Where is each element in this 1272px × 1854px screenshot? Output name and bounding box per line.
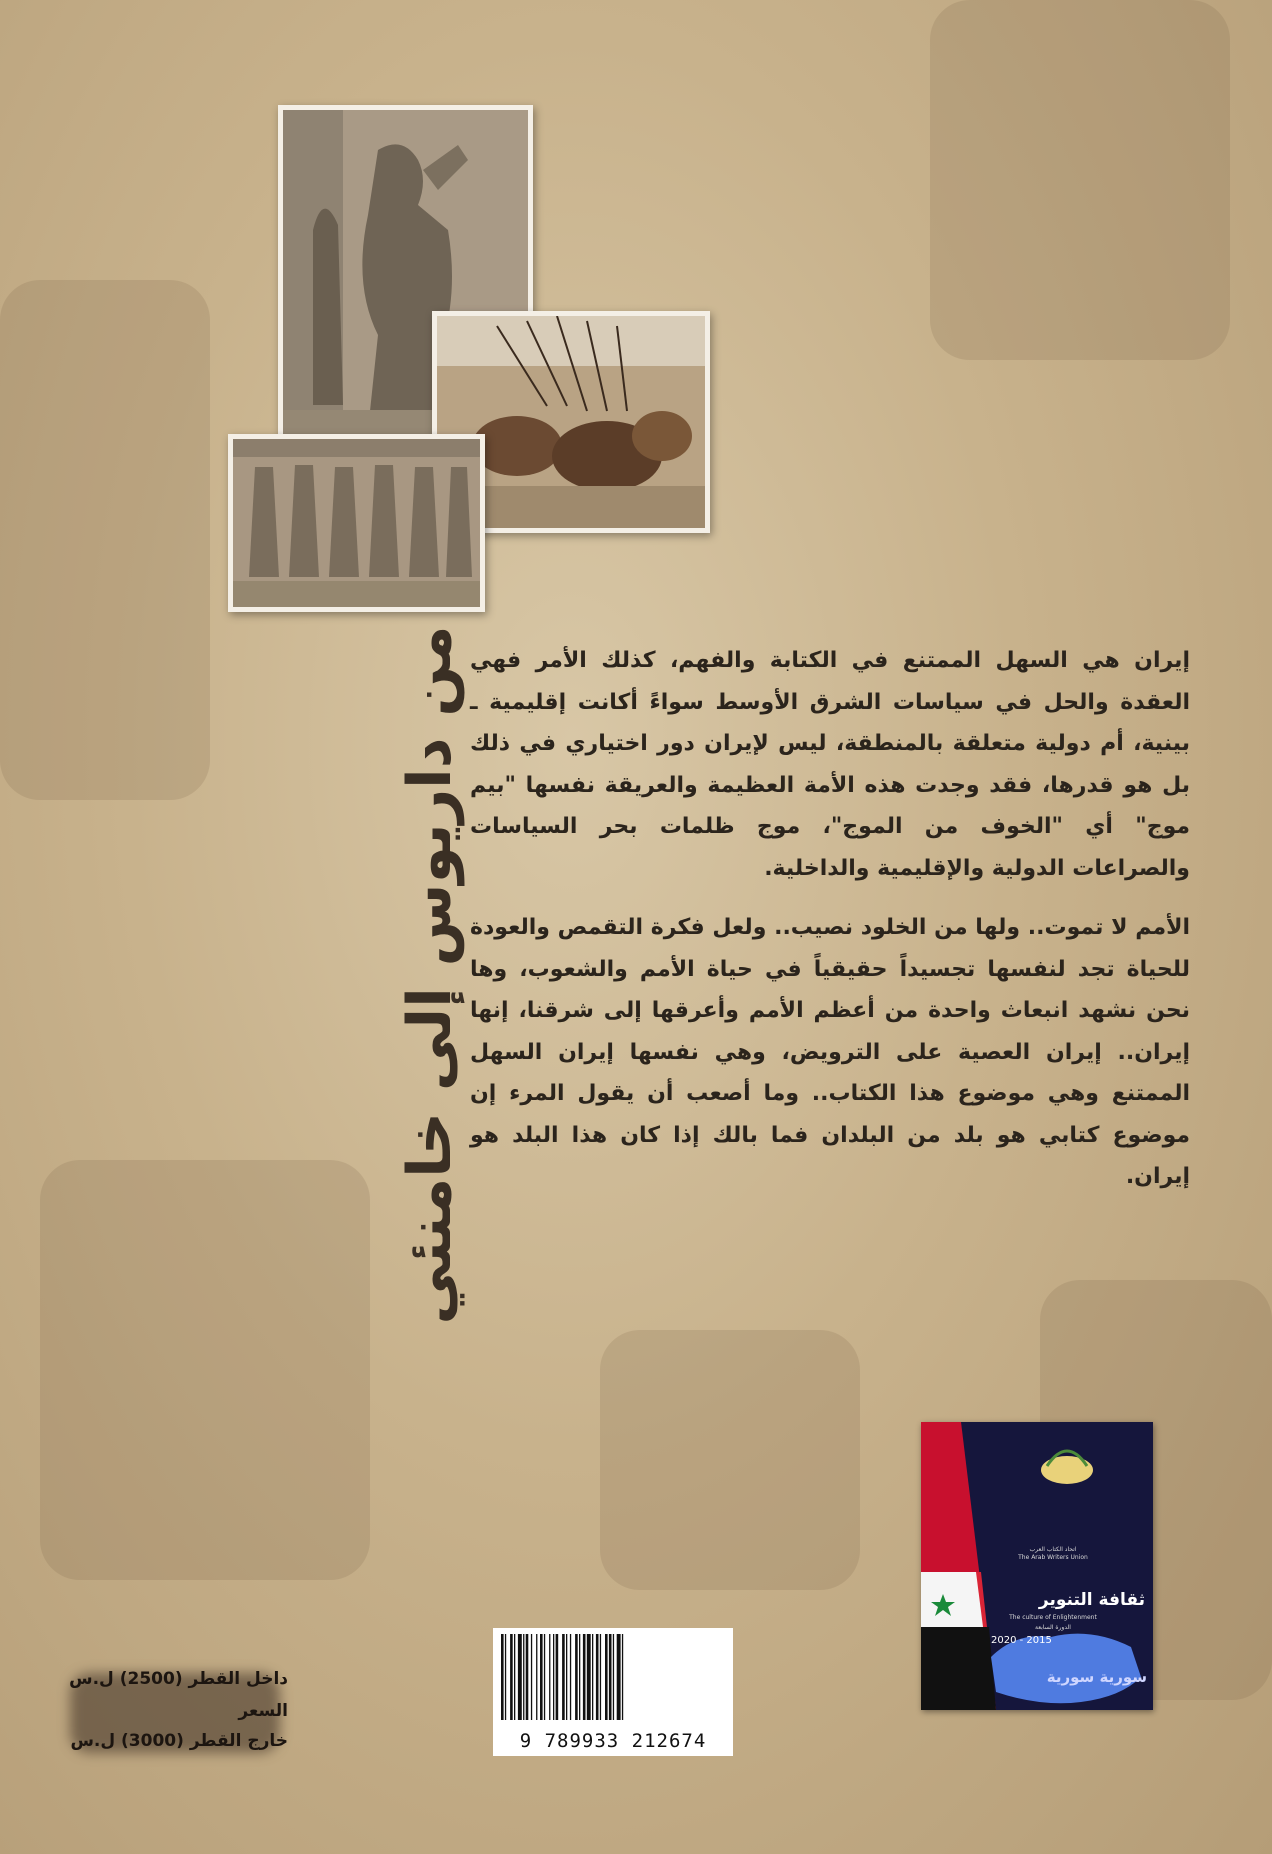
isbn-barcode [493,1628,733,1756]
barcode-bar [536,1634,537,1720]
barcode-bar [540,1634,543,1720]
barcode-bar [596,1634,599,1720]
background-shadow [930,0,1230,360]
barcode-bar [579,1634,580,1720]
series-years: 2020 - 2015 [991,1635,1052,1646]
org-name-ar: اتحاد الكتاب العرب [1029,1546,1077,1553]
barcode-bar [549,1634,550,1720]
barcode-bar [566,1634,567,1720]
series-title: ثقافة التنوير [1038,1590,1145,1610]
blurb-paragraph-1: إيران هي السهل الممتنع في الكتابة والفهم، كذلك الأمر فهي العقدة والحل في سياسات الشرق الأوسط سواءً أكانت إقليمية ـ بينية، أم دولية متعلقة بالمنطقة، ليس لإيران دور اختياري في ذلك بل هو قدرها، فقد وجدت هذه الأمة العظيمة والعريقة نفسها "بيم موج" أي "الخوف من الموج"، موج ظلمات بحر السياسات والصراعات الدولية والإقليمية والداخلية. [470,648,1190,881]
barcode-bar [575,1634,578,1720]
barcode-bar [556,1634,559,1720]
barcode-bar [583,1634,586,1720]
barcode-bar [609,1634,612,1720]
barcode-bar [592,1634,593,1720]
background-shadow [40,1160,370,1580]
barcode-bar [526,1634,529,1720]
barcode-bar [622,1634,623,1720]
barcode-bar [505,1634,506,1720]
series-badge-art [921,1422,1153,1710]
series-subtitle-en: The culture of Enlightenment [1009,1614,1097,1621]
barcode-bar [523,1634,524,1720]
series-badge [921,1422,1153,1710]
barcode-bar [514,1634,515,1720]
org-name-en: The Arab Writers Union [1018,1554,1088,1561]
barcode-bar [617,1634,621,1720]
barcode-bar [587,1634,591,1720]
barcode-bar [501,1634,504,1720]
barcode-bar [531,1634,532,1720]
barcode-bar [605,1634,608,1720]
barcode-bar [544,1634,545,1720]
barcode-bar [600,1634,601,1720]
book-title-text: من داريوس إلى خامنئي [395,625,465,1325]
barcode-bar [518,1634,522,1720]
procession-relief-photo [228,434,485,612]
series-edition: الدورة السابعة [1035,1624,1071,1631]
back-cover-blurb [470,640,1190,1198]
background-shadow [0,280,210,800]
barcode-bar [613,1634,614,1720]
barcode-bar [553,1634,554,1720]
background-shadow [600,1330,860,1590]
price-caption: السعر [238,1701,288,1721]
book-title-vertical [395,625,465,1325]
price-inside-country: داخل القطر (2500) ل.س [69,1669,288,1689]
blurb-paragraph-2: الأمم لا تموت.. ولها من الخلود نصيب.. ولعل فكرة التقمص والعودة للحياة تجد لنفسها تجسيداً حقيقياً في حياة الأمم والشعوب، وها نحن نشهد انبعاث واحدة من أعظم الأمم وأعرقها إلى شرقنا، إنها إيران.. إيران العصية على الترويض، وهي نفسها إيران السهل الممتنع وهي موضوع هذا الكتاب.. وما أصعب أن يقول المرء إن موضوع كتابي هو بلد من البلدان فما بالك إذا كان هذا البلد هو إيران. [470,915,1190,1189]
barcode-bar [570,1634,571,1720]
barcode-bar [562,1634,565,1720]
barcode-bar [510,1634,513,1720]
price-label [58,1655,298,1767]
isbn-number: 9 789933 212674 [519,1730,707,1752]
syria-wordmark: سورية سورية [1046,1668,1147,1686]
price-outside-country: خارج القطر (3000) ل.س [70,1731,288,1751]
barcode-bars [499,1634,727,1720]
